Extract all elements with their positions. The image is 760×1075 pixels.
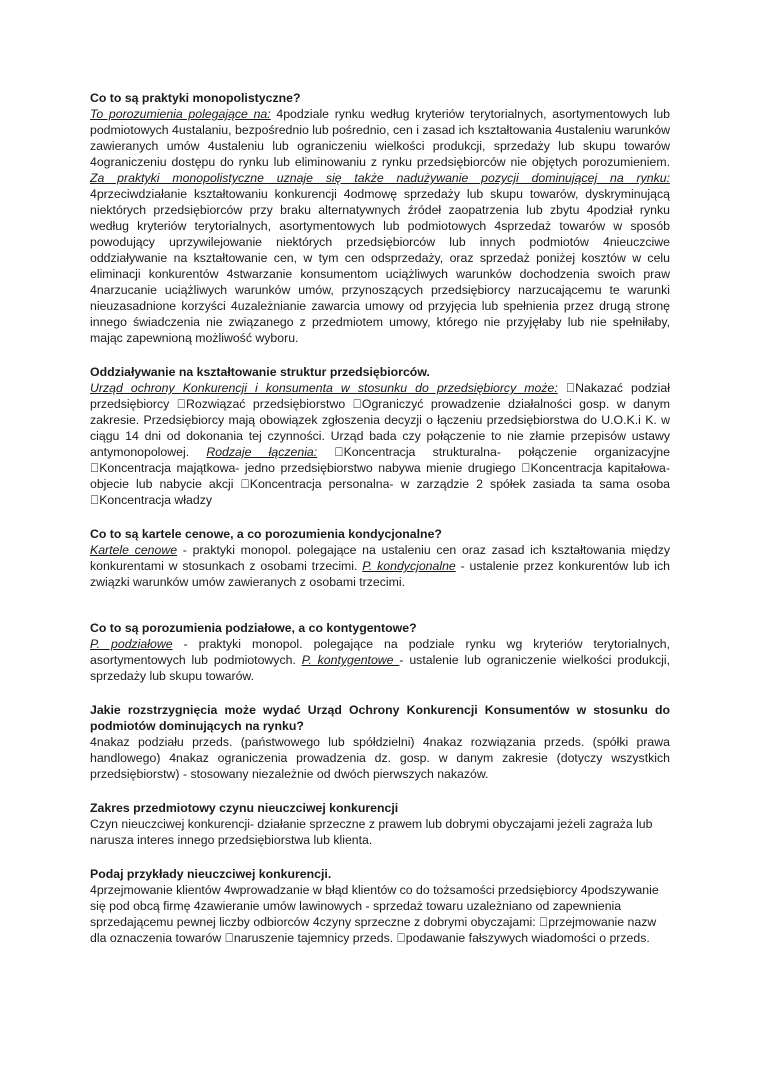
underlined-term: Kartele cenowe — [90, 527, 178, 541]
section-office-decisions — [90, 687, 670, 782]
section-body: 4przejmowanie klientów 4wprowadzanie w błąd klientów co do tożsamości przedsiębiorcy 4podszywanie się pod obcą firmę 4zawieranie umów lawinowych - sprzedaż towaru uzależniano od zapewnienia sprzedającemu pewnej liczby odbiorców 4czyny sprzeczne z dobrymi obyczajami: przejmowanie nazw dla oznaczenia towarów naruszenie tajemnicy przeds. podawanie fałszywych wiadomości o przeds. — [90, 867, 667, 929]
section-body: Czyn nieuczciwej konkurencji- działanie sprzeczne z prawem lub dobrymi obyczajami jeżeli zagraża lub narusza interes innego przedsiębiorstwa lub klienta. — [90, 801, 653, 831]
section-heading: Co to są kartele cenowe, a co porozumienia kondycjonalne? — [90, 511, 442, 525]
section-body: 4nakaz podziału przeds. (państwowego lub spółdzielni) 4nakaz rozwiązania przeds. (spółki prawa handlowego) 4nakaz ograniczenia prowadzenia dz. gosp. w danym zakresie (dotyczy wszystkich przedsiębiorstw) - stosowany niezależnie od dwóch pierwszych nakazów. — [90, 719, 670, 765]
section-monopolistic-practices — [90, 90, 670, 346]
section-unfair-competition-scope — [90, 785, 670, 848]
underlined-term: P. kontygentowe — [301, 637, 400, 651]
underlined-term: To porozumienia polegające na: — [90, 107, 271, 121]
section-enterprise-structures — [90, 364, 670, 508]
section-body — [90, 106, 670, 346]
body-text: 4podziale rynku według kryteriów terytorialnych, asortymentowych lub podmiotowych 4ustalaniu, bezpośrednio lub pośrednio, cen i zasad ich kształtowania 4ustaleniu warunków zawieranych umów 4ustaleniu lub ograniczeniu wielkości produkcji, sprzedaży lub skupu towarów 4ograniczeniu dostępu do rynku lub eliminowaniu z rynku przedsiębiorców nie objętych porozumieniem. — [90, 107, 670, 169]
section-unfair-competition-examples — [90, 851, 670, 946]
section-heading: Co to są porozumienia podziałowe, a co kontygentowe? — [90, 605, 417, 619]
document-page — [90, 90, 670, 964]
underlined-term: P. kondycjonalne — [362, 543, 456, 557]
body-text: Koncentracja strukturalna- połączenie organizacyjne Koncentracja majątkowa- jedno przedsiębiorstwo nabywa mienie drugiego Koncentracja kapitałowa- objecie lub nabycie akcji Koncentracja personalna- w zarządzie 2 spółek zasiada ta sama osoba Koncentracja władzy — [90, 445, 670, 491]
section-body — [90, 621, 670, 684]
section-body — [90, 527, 671, 590]
underlined-term: Urząd ochrony Konkurencji i konsumenta w stosunku do przedsiębiorcy może: — [90, 381, 558, 395]
section-division-agreements — [90, 605, 670, 684]
body-text: Nakazać podział przedsiębiorcy Rozwiązać przedsiębiorstwo Ograniczyć prowadzenie działalności gosp. w danym zakresie. Przedsiębiorcy mają obowiązek zgłoszenia decyzji o łączeniu przedsiębiorstwa do U.O.K.i K. w ciągu 14 dni od dokonania tej czynności. Urząd bada czy połączenie to nie złamie przepisów ustawy antymonopolowej. — [90, 381, 670, 459]
section-heading: Oddziaływanie na kształtowanie struktur przedsiębiorców. — [90, 365, 430, 379]
body-text: 4przeciwdziałanie kształtowaniu konkurencji 4odmowę sprzedaży lub skupu towarów, dyskryminującą niektórych przedsiębiorców przy braku alternatywnych źródeł zaopatrzenia lub zbytu 4podział rynku według kryteriów terytorialnych, asortymentowych lub podmiotowych 4sprzedaż towarów w sposób powodujący uprzywilejowanie niektórych przedsiębiorców lub innych podmiotów 4nieuczciwe oddziaływanie na kształtowanie cen, w tym cen odsprzedaży, oraz sprzedaż poniżej kosztów w celu eliminacji konkurentów 4stwarzanie konsumentom uciążliwych warunków dochodzenia swoich praw 4narzucanie uciążliwych warunków umów, przynoszących przedsiębiorcy narzucającemu te warunki nieuzasadnione korzyści 4uzależnianie zawarcia umowy od przyjęcia lub spełnienia przez drugą stronę innego świadczenia nie związanego z przedmiotem umowy, którego nie przyjęłaby lub nie spełniłaby, mając zapewnioną możliwość wyboru. — [90, 187, 670, 345]
section-body — [90, 380, 670, 508]
section-heading: Zakres przedmiotowy czynu nieuczciwej konkurencji — [90, 785, 399, 799]
underlined-term: P. podziałowe — [90, 621, 173, 635]
body-text: - praktyki monopol. polegające na ustaleniu cen oraz zasad ich kształtowania między konkurentami w stosunkach z osobami trzecimi. — [90, 527, 671, 557]
body-text: - praktyki monopol. polegające na podziale rynku wg kryteriów terytorialnych, asortymentowych lub podmiotowych. — [90, 621, 670, 651]
section-heading: Podaj przykłady nieuczciwej konkurencji. — [90, 851, 332, 865]
body-text: - ustalenie przez konkurentów lub ich związki warunków umów zawieranych z osobami trzecimi. — [90, 543, 670, 573]
underlined-term: Rodzaje łączenia: — [206, 445, 318, 459]
section-heading: Co to są praktyki monopolistyczne? — [90, 91, 301, 105]
section-price-cartels — [90, 511, 671, 590]
underlined-term: Za praktyki monopolistyczne uznaje się także nadużywanie pozycji dominującej na rynku: — [90, 171, 670, 185]
body-text: - ustalenie lub ograniczenie wielkości produkcji, sprzedaży lub skupu towarów. — [90, 637, 670, 667]
section-heading: Jakie rozstrzygnięcia może wydać Urząd Ochrony Konkurencji Konsumentów w stosunku do podmiotów dominujących na rynku? — [90, 687, 670, 717]
